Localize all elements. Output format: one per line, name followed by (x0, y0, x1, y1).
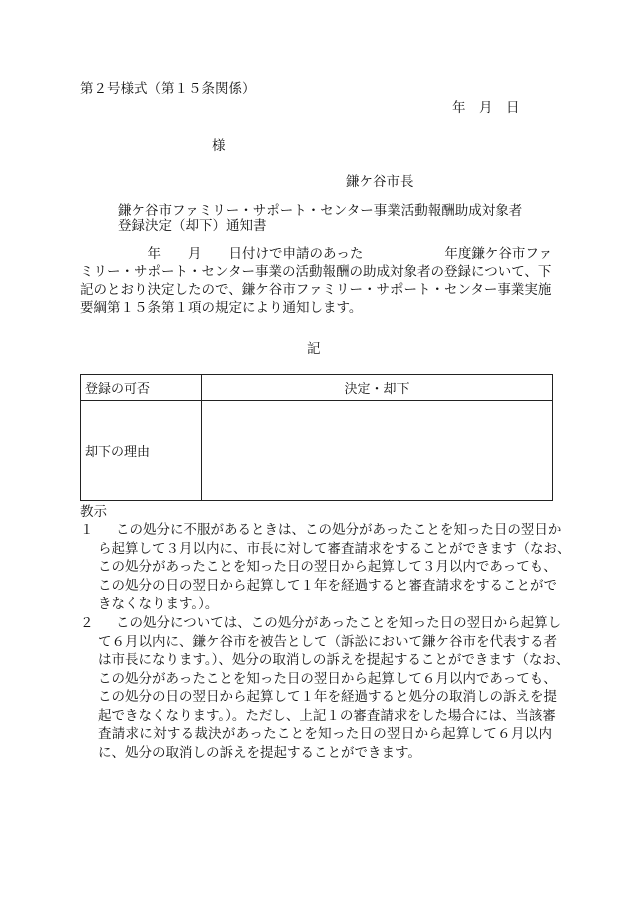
item-line: この処分の日の翌日から起算して１年を経過すると処分の取消しの訴えを提 (98, 689, 557, 705)
date-line: 年 月 日 (452, 100, 520, 116)
decision-value: 決定・却下 (202, 375, 553, 401)
table-row (81, 375, 553, 401)
item-line: この処分があったことを知った日の翌日から起算して３月以内であっても、 (98, 559, 557, 575)
rejection-reason-label: 却下の理由 (81, 401, 202, 501)
body-line: 年 月 日付けで申請のあった 年度鎌ケ谷市ファ (80, 246, 553, 262)
item-line: て６月以内に、鎌ケ谷市を被告として（訴訟において鎌ケ谷市を代表する者 (98, 633, 557, 650)
body-line: 記のとおり決定したので、鎌ケ谷市ファミリー・サポート・センター事業実施 (80, 282, 552, 298)
item-line: この処分があったことを知った日の翌日から起算して６月以内であっても、 (98, 670, 557, 687)
body-paragraph (80, 245, 553, 317)
item-line: この処分の日の翌日から起算して１年を経過すると審査請求をすることがで (98, 577, 557, 594)
document-title-line-1: 鎌ケ谷市ファミリー・サポート・センター事業活動報酬助成対象者 (118, 203, 523, 219)
decision-table (80, 374, 553, 501)
item-line: に、処分の取消しの訴えを提起することができます。 (98, 744, 421, 761)
form-number: 第２号様式（第１５条関係） (80, 81, 256, 97)
table-row (81, 401, 553, 501)
item-line: 起できなくなります。）。ただし、上記１の審査請求をした場合には、当該審 (98, 707, 556, 724)
body-line: ミリー・サポート・センター事業の活動報酬の助成対象者の登録について、下 (80, 264, 552, 280)
addressee: 様 (212, 138, 226, 154)
document-title-line-2: 登録決定（却下）通知書 (118, 218, 267, 234)
ki-heading: 記 (307, 341, 321, 357)
instructions-heading: 教示 (80, 504, 107, 520)
item-line: この処分については、この処分があったことを知った日の翌日から起算し (116, 615, 562, 631)
item-line: きなくなります。）。 (98, 596, 219, 612)
registration-approval-label: 登録の可否 (81, 375, 202, 401)
item-line: ら起算して３月以内に、市長に対して審査請求をすることができます（なお、 (98, 540, 571, 557)
item-line: は市長になります。）、処分の取消しの訴えを提起することができます（なお、 (98, 652, 570, 668)
item-number: １ (80, 522, 94, 538)
issuer: 鎌ケ谷市長 (346, 174, 414, 190)
item-line: 査請求に対する裁決があったことを知った日の翌日から起算して６月以内 (98, 726, 552, 742)
body-line: 要綱第１５条第１項の規定により通知します。 (80, 300, 363, 316)
item-line: この処分に不服があるときは、この処分があったことを知った日の翌日か (116, 522, 562, 538)
rejection-reason-value (202, 401, 553, 501)
item-number: ２ (80, 615, 94, 631)
